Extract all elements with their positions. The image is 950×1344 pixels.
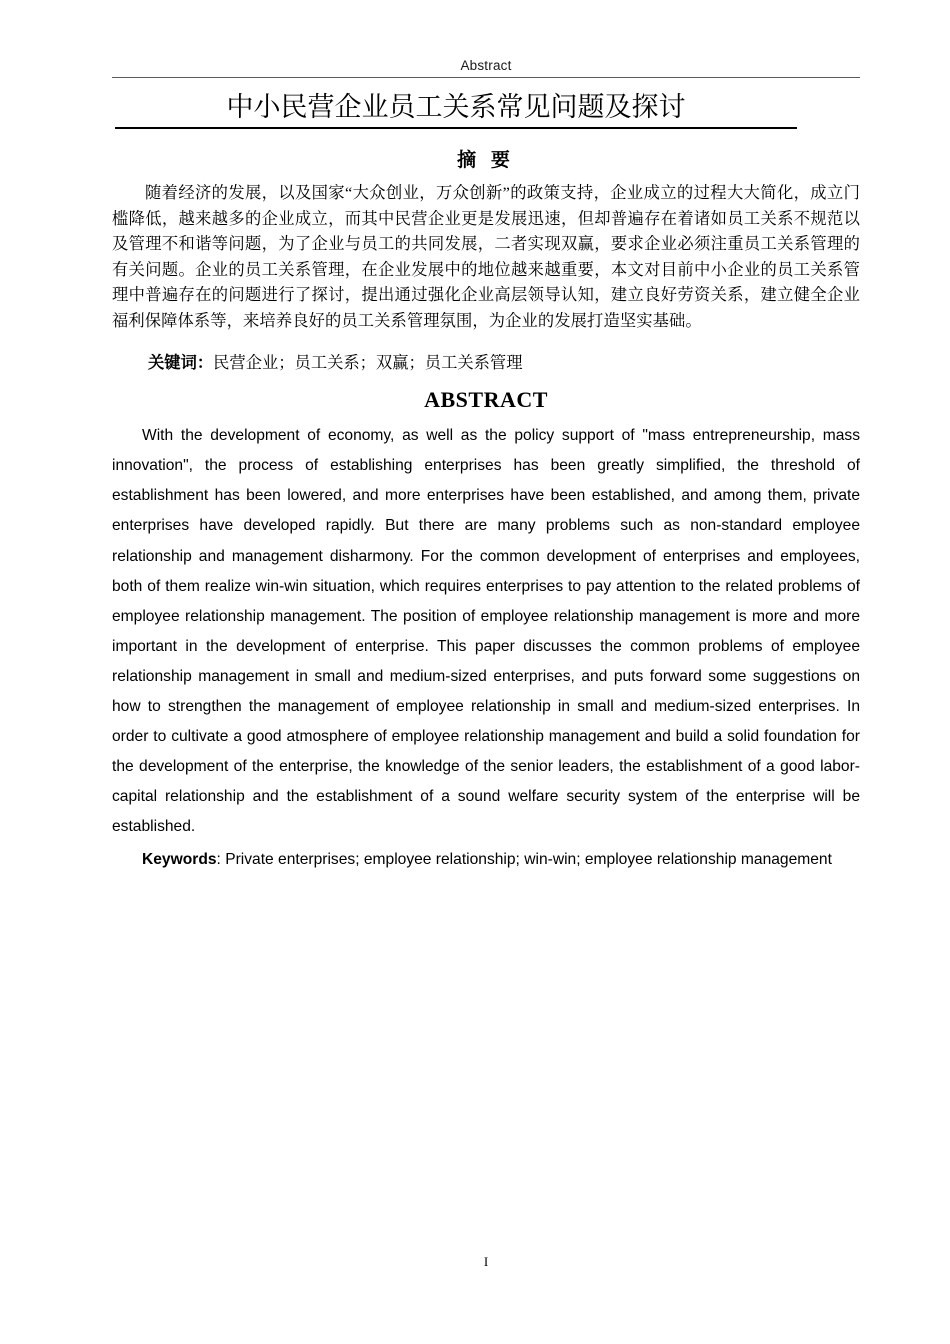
running-header-title: Abstract (460, 58, 512, 73)
english-abstract-paragraph: With the development of economy, as well as the policy support of "mass entrepreneurship, mass innovation", the process of establishing enterprises has been greatly simplified, the threshold of establishment has been lowered, and more enterprises have been established, and among them, private enterprises have developed rapidly. But there are many problems such as non-standard employee relationship and management disharmony. For the common development of enterprises and employees, both of them realize win-win situation, which requires enterprises to pay attention to the related problems of employee relationship management. The position of employee relationship management is more and more important in the development of enterprise. This paper discusses the common problems of employee relationship management in small and medium-sized enterprises, and puts forward some suggestions on how to strengthen the management of employee relationship in small and medium-sized enterprises. In order to cultivate a good atmosphere of employee relationship management and build a solid foundation for the development of the enterprise, the knowledge of the senior leaders, the establishment of a good labor-capital relationship and the establishment of a sound welfare security system of the enterprise will be established. (112, 427, 860, 836)
title-underline-rule (115, 127, 797, 129)
english-keywords-label: Keywords (142, 851, 217, 869)
chinese-abstract-paragraph: 随着经济的发展，以及国家“大众创业，万众创新”的政策支持，企业成立的过程大大简化，成立门槛降低，越来越多的企业成立，而其中民营企业更是发展迅速，但却普遍存在着诸如员工关系不规范以及管理不和谐等问题，为了企业与员工的共同发展，二者实现双赢，要求企业必须注重员工关系管理的有关问题。企业的员工关系管理，在企业发展中的地位越来越重要，本文对目前中小企业的员工关系管理中普遍存在的问题进行了探讨，提出通过强化企业高层领导认知，建立良好劳资关系，建立健全企业福利保障体系等，来培养良好的员工关系管理氛围，为企业的发展打造坚实基础。 (112, 183, 860, 330)
page-header (112, 58, 860, 78)
page-footer (112, 1254, 860, 1270)
english-keywords-line (112, 845, 860, 875)
chinese-keywords-line (112, 350, 860, 376)
document-body (112, 140, 860, 876)
chinese-keywords-value: 民营企业；员工关系；双赢；员工关系管理 (213, 352, 523, 372)
document-title-block (115, 90, 797, 129)
page-number: I (483, 1254, 489, 1269)
chinese-abstract-heading: 摘 要 (457, 150, 515, 171)
chinese-keywords-label: 关键词： (148, 352, 214, 372)
header-divider-rule (112, 77, 860, 78)
english-keywords-value: : Private enterprises; employee relationship; win-win; employee relationship management (216, 851, 832, 869)
english-abstract-heading: ABSTRACT (424, 387, 548, 413)
page-title: 中小民营企业员工关系常见问题及探讨 (226, 92, 686, 122)
